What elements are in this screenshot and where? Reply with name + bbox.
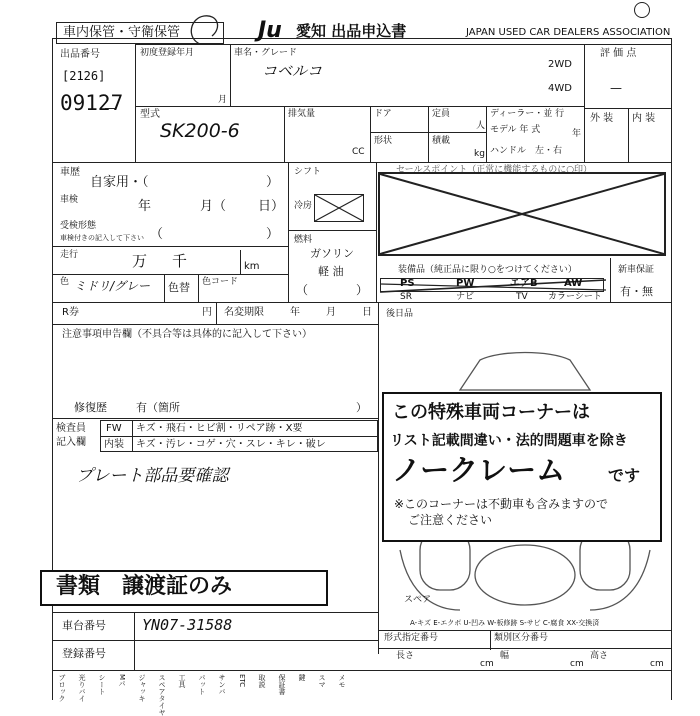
bottom-label: 工具 bbox=[178, 674, 186, 688]
sales-point-label: セールスポイント（正常に機能するものに○印） bbox=[396, 165, 593, 175]
repair-value: 有（箇所 bbox=[136, 401, 180, 414]
special-line4: ※このコーナーは不動車も含みますので bbox=[394, 497, 609, 511]
bottom-label: メモ bbox=[338, 674, 346, 688]
fw-label: FW bbox=[106, 423, 122, 434]
bottom-label: スペアタイヤ bbox=[158, 674, 166, 716]
length-label: 長さ bbox=[396, 651, 415, 661]
bottom-checklist bbox=[52, 672, 378, 716]
bottom-label: パット bbox=[198, 674, 206, 695]
model-year-label: モデル 年 式 bbox=[490, 125, 541, 135]
person-unit: 人 bbox=[476, 121, 486, 131]
displacement-label: 排気量 bbox=[288, 109, 316, 119]
org-title: 愛知 出品申込書 bbox=[296, 22, 407, 40]
purpose-close: ） bbox=[266, 175, 280, 190]
model-label: 型式 bbox=[140, 109, 160, 120]
equipment-label: 装備品（純正品に限り○をつけてください） bbox=[398, 265, 577, 275]
storage-stamp: 車内保管・守衛保管 bbox=[63, 25, 181, 40]
type-spec-label: 形式指定番号 bbox=[384, 633, 439, 643]
model-value: SK200-6 bbox=[160, 120, 240, 142]
registration-label: 登録番号 bbox=[62, 647, 106, 660]
ac-label: 冷房 bbox=[294, 201, 313, 211]
equip-item-navi: ナビ bbox=[456, 292, 475, 302]
documents-title: 書類 譲渡証のみ bbox=[56, 574, 233, 599]
bottom-label: 取説 bbox=[258, 674, 266, 688]
meikai-year: 年 bbox=[290, 307, 300, 318]
width-cm: cm bbox=[570, 659, 584, 669]
punch-hole bbox=[634, 2, 650, 18]
bottom-label: ジャッキ bbox=[138, 674, 146, 702]
bottom-label: サンバ bbox=[218, 674, 226, 695]
name-label: 車名・グレード bbox=[234, 48, 298, 58]
load-label: 積載 bbox=[432, 136, 451, 146]
bottom-label: Mパ bbox=[118, 674, 126, 688]
receipt-close: ） bbox=[266, 227, 280, 242]
fuel-close: ） bbox=[356, 283, 369, 297]
bottom-label: 保証書 bbox=[278, 674, 286, 695]
equip-item-airbag: エアB bbox=[510, 278, 538, 289]
door-label: ドア bbox=[374, 109, 392, 119]
bottom-label: ETC bbox=[238, 674, 246, 688]
purpose-label: 車歴 bbox=[60, 167, 80, 178]
interior-label: 内 装 bbox=[632, 113, 656, 124]
special-line1: この特殊車両コーナーは bbox=[392, 402, 590, 423]
length-cm: cm bbox=[480, 659, 494, 669]
fuel-label: 燃料 bbox=[294, 235, 313, 245]
shape-label: 形状 bbox=[374, 136, 393, 146]
special-line3: ノークレーム bbox=[392, 453, 566, 487]
warranty-label: 新車保証 bbox=[618, 265, 655, 275]
interior-insp-text: キズ・汚レ・コゲ・穴・スレ・キレ・破レ bbox=[136, 439, 326, 450]
equip-item-aw: AW bbox=[564, 278, 583, 289]
association-name: JAPAN USED CAR DEALERS ASSOCIATION bbox=[466, 27, 671, 38]
bottom-label: 光りバイ bbox=[78, 674, 86, 702]
special-line2: リスト記載間違い・法的問題車を除き bbox=[390, 433, 628, 449]
fuel-oil: 軽 油 bbox=[318, 265, 344, 278]
meikai-label: 名変期限 bbox=[224, 307, 264, 318]
fuel-gas: ガソリン bbox=[310, 247, 354, 260]
color-code-label: 色コード bbox=[202, 277, 239, 287]
bottom-label: ブロック bbox=[58, 674, 66, 702]
inspector-label-bottom: 記入欄 bbox=[56, 437, 86, 448]
chassis-value: YN07-31588 bbox=[142, 616, 233, 634]
receipt-note: 車検付きの記入して下さい bbox=[60, 234, 144, 242]
post-item-label: 後日品 bbox=[386, 309, 414, 319]
capacity-label: 定員 bbox=[432, 109, 451, 119]
shift-label: シフト bbox=[294, 167, 322, 177]
purpose-value: 自家用・（ bbox=[90, 175, 149, 190]
equipment-grid bbox=[380, 276, 606, 302]
cc-unit: CC bbox=[352, 147, 365, 157]
handwritten-note: プレート部品要確認 bbox=[76, 466, 229, 486]
recycle-yen: 円 bbox=[202, 307, 212, 318]
color-label: 色 bbox=[60, 277, 70, 287]
damage-legend: A-キズ E-エクボ U-凹み W-板修跡 S-サビ C-腐食 XX-交換済 bbox=[410, 619, 600, 627]
handle-label: ハンドル 左・右 bbox=[490, 146, 563, 156]
name-value: コベルコ bbox=[262, 62, 323, 80]
mileage-man: 万 bbox=[132, 252, 148, 270]
ju-logo: Ju bbox=[258, 18, 282, 43]
spare-label: スペア bbox=[404, 595, 432, 605]
sales-point-crossed-box bbox=[378, 172, 666, 256]
inspector-label-top: 検査員 bbox=[56, 423, 86, 434]
inspection-month: 月（ bbox=[200, 199, 227, 214]
fuel-open: （ bbox=[296, 283, 309, 297]
exterior-label: 外 装 bbox=[590, 113, 614, 124]
color-value: ミドリ/グレー bbox=[74, 279, 151, 293]
ac-crossed-box bbox=[314, 194, 364, 222]
equip-item-ps: PS bbox=[400, 278, 415, 289]
special-line3-suffix: です bbox=[608, 466, 641, 485]
year-unit: 年 bbox=[572, 129, 582, 139]
inspection-year: 年 bbox=[138, 199, 152, 214]
kg-unit: kg bbox=[474, 149, 485, 159]
class-label: 類別区分番号 bbox=[494, 633, 549, 643]
mileage-label: 走行 bbox=[60, 250, 79, 260]
handwritten-circle bbox=[178, 8, 228, 48]
special-line5: ご注意ください bbox=[408, 513, 493, 527]
bottom-label: スマ bbox=[318, 674, 326, 688]
inspection-label: 車検 bbox=[60, 195, 79, 205]
lot-number: 09127 bbox=[60, 91, 124, 115]
receipt-open: （ bbox=[150, 227, 164, 242]
drive-4wd: 4WD bbox=[548, 83, 572, 94]
bottom-label: 鍵 bbox=[298, 674, 306, 681]
meikai-day: 日 bbox=[362, 307, 372, 318]
repair-close: ） bbox=[356, 401, 367, 414]
first-reg-label: 初度登録年月 bbox=[140, 48, 195, 58]
lot-label: 出品番号 bbox=[60, 49, 100, 60]
lot-sub-number: [2126] bbox=[62, 69, 106, 83]
km-unit: km bbox=[244, 261, 260, 272]
height-cm: cm bbox=[650, 659, 664, 669]
first-reg-month: 月 bbox=[218, 95, 228, 105]
interior-insp-label: 内装 bbox=[104, 439, 124, 450]
equip-item-sr: SR bbox=[400, 292, 412, 302]
inspection-day: 日） bbox=[258, 199, 285, 214]
equip-item-pw: PW bbox=[456, 278, 475, 289]
warranty-value: 有・無 bbox=[620, 285, 653, 298]
equip-item-tv: TV bbox=[516, 292, 528, 302]
recycle-label: R券 bbox=[62, 307, 79, 318]
rating-label: 評 価 点 bbox=[600, 48, 637, 59]
fw-text: キズ・飛石・ヒビ割・リペア跡・X要 bbox=[136, 423, 303, 434]
mileage-sen: 千 bbox=[172, 252, 188, 270]
rating-value: — bbox=[610, 81, 622, 95]
chassis-label: 車台番号 bbox=[62, 619, 106, 632]
height-label: 高さ bbox=[590, 651, 609, 661]
equip-item-seat: カラーシート bbox=[548, 292, 602, 302]
notes-title: 注意事項申告欄（不具合等は具体的に記入して下さい） bbox=[62, 329, 312, 340]
dealer-label: ディーラー・並 行 bbox=[490, 109, 565, 119]
width-label: 幅 bbox=[500, 651, 510, 661]
drive-2wd: 2WD bbox=[548, 59, 572, 70]
receipt-label: 受検形態 bbox=[60, 221, 97, 231]
repair-label: 修復歴 bbox=[74, 401, 107, 414]
color-no-label: 色替 bbox=[168, 281, 190, 294]
bottom-label: シート bbox=[98, 674, 106, 695]
meikai-month: 月 bbox=[326, 307, 336, 318]
